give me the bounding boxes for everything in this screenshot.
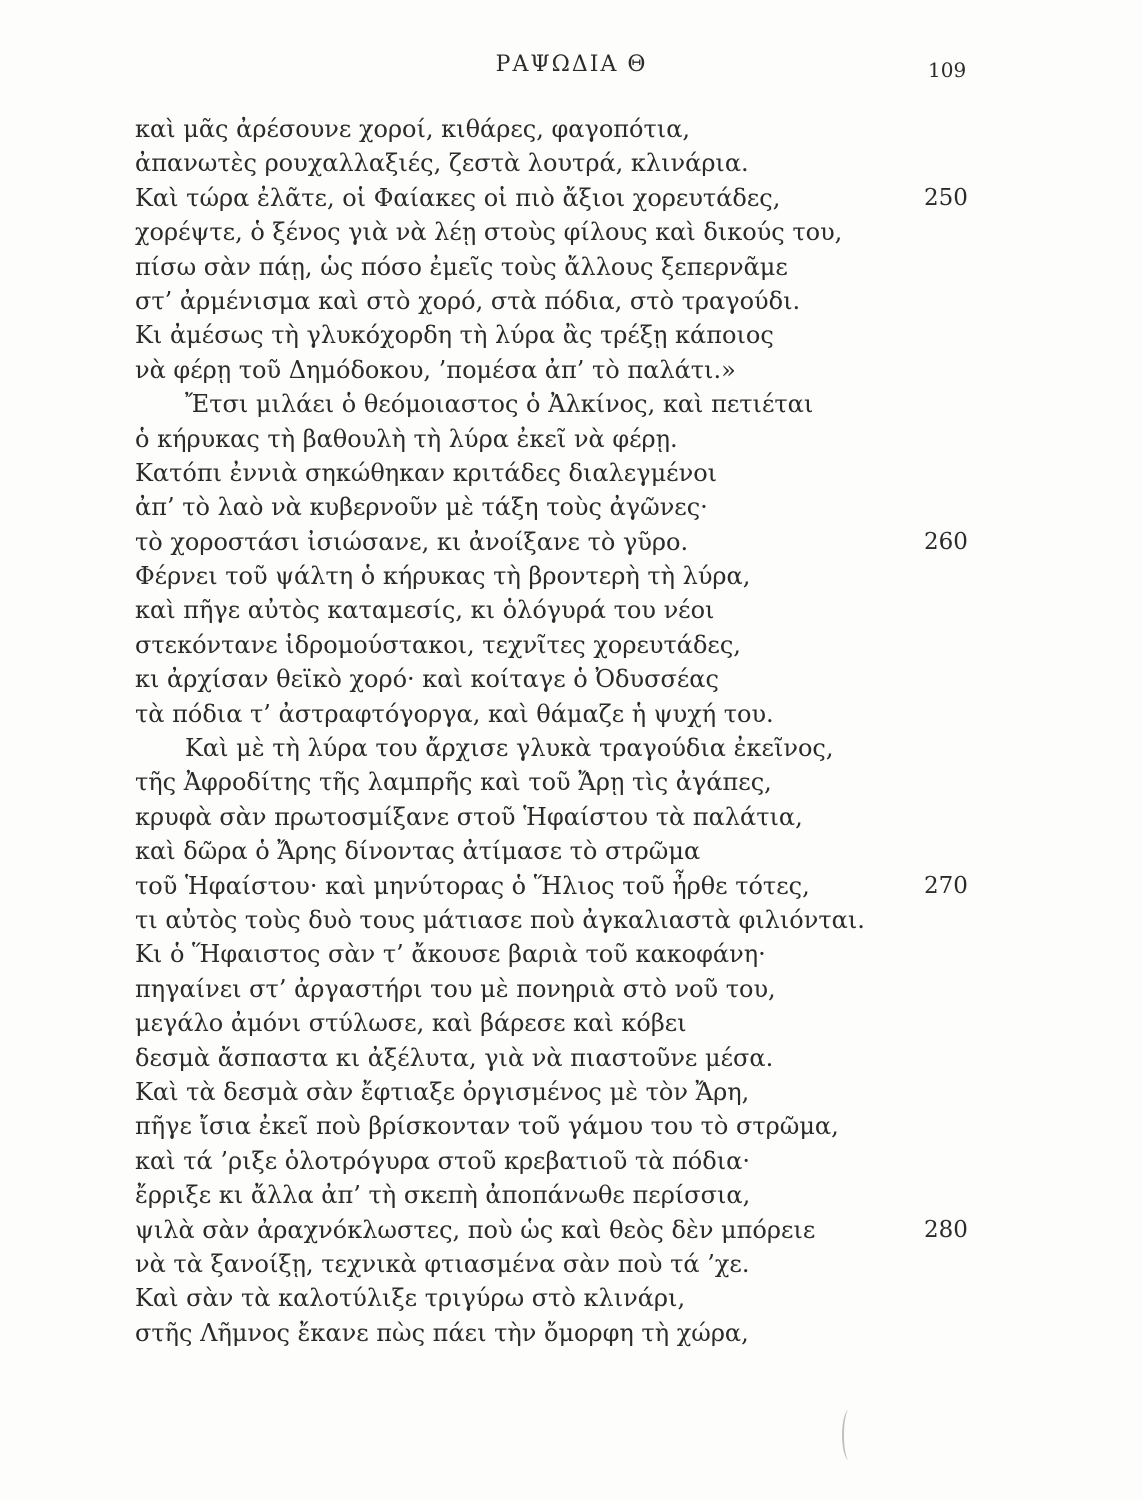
verse-text: Κι ἀμέσως τὴ γλυκόχορδη τὴ λύρα ἂς τρέξῃ κάποιος	[135, 321, 774, 350]
verse-line	[0, 1316, 1143, 1350]
verse-line	[0, 731, 1143, 765]
verse-line	[0, 318, 1143, 352]
verse-line	[0, 559, 1143, 593]
verse-text: ἔρριξε κι ἄλλα ἀπ’ τὴ σκεπὴ ἀποπάνωθε περίσσια,	[135, 1181, 751, 1210]
verse-line	[0, 456, 1143, 490]
verse-text: δεσμὰ ἄσπαστα κι ἀξέλυτα, γιὰ νὰ πιαστοῦνε μέσα.	[135, 1043, 774, 1072]
verse-line	[0, 525, 1143, 559]
verse-line	[0, 250, 1143, 284]
verse-line	[0, 765, 1143, 799]
verse-line	[0, 1041, 1143, 1075]
verse-text: πῆγε ἴσια ἐκεῖ ποὺ βρίσκονταν τοῦ γάμου του τὸ στρῶμα,	[135, 1112, 839, 1141]
verse-line	[0, 387, 1143, 421]
verse-line	[0, 284, 1143, 318]
verse-line	[0, 1281, 1143, 1315]
verse-text: ἀπανωτὲς ρουχαλλαξιές, ζεστὰ λουτρά, κλινάρια.	[135, 149, 749, 178]
verse-line	[0, 422, 1143, 456]
verse-text: ὁ κήρυκας τὴ βαθουλὴ τὴ λύρα ἐκεῖ νὰ φέρῃ.	[135, 424, 678, 453]
verse-text: Καὶ τώρα ἐλᾶτε, οἱ Φαίακες οἱ πιὸ ἄξιοι χορευτάδες,	[135, 183, 781, 212]
verse-text: Κι ὁ Ἥφαιστος σὰν τ’ ἄκουσε βαριὰ τοῦ κακοφάνη·	[135, 940, 766, 969]
verse-line	[0, 1109, 1143, 1143]
verse-text: τὸ χοροστάσι ἰσιώσανε, κι ἀνοίξανε τὸ γῦρο.	[135, 527, 689, 556]
verse-line	[0, 490, 1143, 524]
verse-line	[0, 972, 1143, 1006]
verse-line	[0, 1247, 1143, 1281]
verse-text: τῆς Ἀφροδίτης τῆς λαμπρῆς καὶ τοῦ Ἄρῃ τὶς ἀγάπες,	[135, 768, 772, 797]
line-number: 270	[924, 872, 968, 899]
verse-line	[0, 593, 1143, 627]
verse-text: Καὶ μὲ τὴ λύρα του ἄρχισε γλυκὰ τραγούδια ἐκεῖνος,	[185, 734, 834, 763]
verse-line	[0, 353, 1143, 387]
verse-text: Καὶ τὰ δεσμὰ σὰν ἔφτιαξε ὀργισμένος μὲ τὸν Ἄρη,	[135, 1077, 750, 1106]
page-number: 109	[928, 58, 967, 82]
poem-text	[0, 112, 1143, 1350]
running-title: ΡΑΨΩΔΙΑ Θ	[495, 52, 648, 77]
verse-text: καὶ τά ’ριξε ὁλοτρόγυρα στοῦ κρεβατιοῦ τὰ πόδια·	[135, 1146, 750, 1175]
verse-line	[0, 903, 1143, 937]
verse-line	[0, 1006, 1143, 1040]
verse-text: νὰ τὰ ξανοίξῃ, τεχνικὰ φτιασμένα σὰν ποὺ τά ’χε.	[135, 1249, 750, 1278]
verse-line	[0, 697, 1143, 731]
verse-text: νὰ φέρῃ τοῦ Δημόδοκου, ’πομέσα ἀπ’ τὸ παλάτι.»	[135, 355, 736, 384]
verse-text: καὶ πῆγε αὐτὸς καταμεσίς, κι ὁλόγυρά του νέοι	[135, 596, 715, 625]
verse-text: πίσω σὰν πάῃ, ὡς πόσο ἐμεῖς τοὺς ἄλλους ξεπερνᾶμε	[135, 252, 788, 281]
verse-line	[0, 1213, 1143, 1247]
verse-line	[0, 1144, 1143, 1178]
verse-line	[0, 869, 1143, 903]
verse-text: κρυφὰ σὰν πρωτοσμίξανε στοῦ Ἡφαίστου τὰ παλάτια,	[135, 802, 803, 831]
verse-text: τι αὐτὸς τοὺς δυὸ τους μάτιασε ποὺ ἀγκαλιαστὰ φιλιόνται.	[135, 905, 865, 934]
verse-text: στεκόντανε ἱδρομούστακοι, τεχνῖτες χορευτάδες,	[135, 630, 741, 659]
verse-text: χορέψτε, ὁ ξένος γιὰ νὰ λέῃ στοὺς φίλους καὶ δικούς του,	[135, 218, 843, 247]
verse-line	[0, 1178, 1143, 1212]
line-number: 250	[924, 184, 968, 211]
verse-text: κι ἀρχίσαν θεϊκὸ χορό· καὶ κοίταγε ὁ Ὀδυσσέας	[135, 665, 719, 694]
verse-text: καὶ μᾶς ἀρέσουνε χοροί, κιθάρες, φαγοπότια,	[135, 115, 691, 143]
verse-line	[0, 181, 1143, 215]
verse-text: ἀπ’ τὸ λαὸ νὰ κυβερνοῦν μὲ τάξη τοὺς ἀγῶνες·	[135, 493, 708, 522]
verse-text: στ’ ἀρμένισμα καὶ στὸ χορό, στὰ πόδια, στὸ τραγούδι.	[135, 286, 801, 315]
verse-line	[0, 1075, 1143, 1109]
verse-line	[0, 215, 1143, 249]
verse-line	[0, 112, 1143, 146]
line-number: 280	[924, 1216, 968, 1243]
verse-text: Κατόπι ἐννιὰ σηκώθηκαν κριτάδες διαλεγμένοι	[135, 458, 718, 487]
verse-text: Φέρνει τοῦ ψάλτη ὁ κήρυκας τὴ βροντερὴ τὴ λύρα,	[135, 562, 751, 591]
verse-text: στῆς Λῆμνος ἔκανε πὼς πάει τὴν ὄμορφη τὴ χώρα,	[135, 1318, 749, 1347]
verse-text: καὶ δῶρα ὁ Ἄρης δίνοντας ἀτίμασε τὸ στρῶμα	[135, 837, 701, 866]
verse-line	[0, 834, 1143, 868]
verse-line	[0, 628, 1143, 662]
verse-text: ψιλὰ σὰν ἀραχνόκλωστες, ποὺ ὡς καὶ θεὸς δὲν μπόρειε	[135, 1215, 816, 1244]
verse-text: τοῦ Ἡφαίστου· καὶ μηνύτορας ὁ Ἥλιος τοῦ ἦρθε τότες,	[135, 871, 810, 900]
line-number: 260	[924, 528, 968, 555]
verse-line	[0, 146, 1143, 180]
verse-line	[0, 937, 1143, 971]
verse-text: μεγάλο ἀμόνι στύλωσε, καὶ βάρεσε καὶ κόβει	[135, 1009, 687, 1038]
verse-text: τὰ πόδια τ’ ἀστραφτόγοργα, καὶ θάμαζε ἡ ψυχή του.	[135, 699, 774, 728]
page-header	[0, 52, 1143, 82]
verse-text: Καὶ σὰν τὰ καλοτύλιξε τριγύρω στὸ κλινάρι,	[135, 1284, 686, 1313]
verse-text: πηγαίνει στ’ ἀργαστήρι του μὲ πονηριὰ στὸ νοῦ του,	[135, 974, 776, 1003]
verse-line	[0, 800, 1143, 834]
margin-pencil-mark	[842, 1410, 856, 1460]
verse-text: Ἔτσι μιλάει ὁ θεόμοιαστος ὁ Ἀλκίνος, καὶ πετιέται	[185, 390, 814, 419]
verse-line	[0, 662, 1143, 696]
